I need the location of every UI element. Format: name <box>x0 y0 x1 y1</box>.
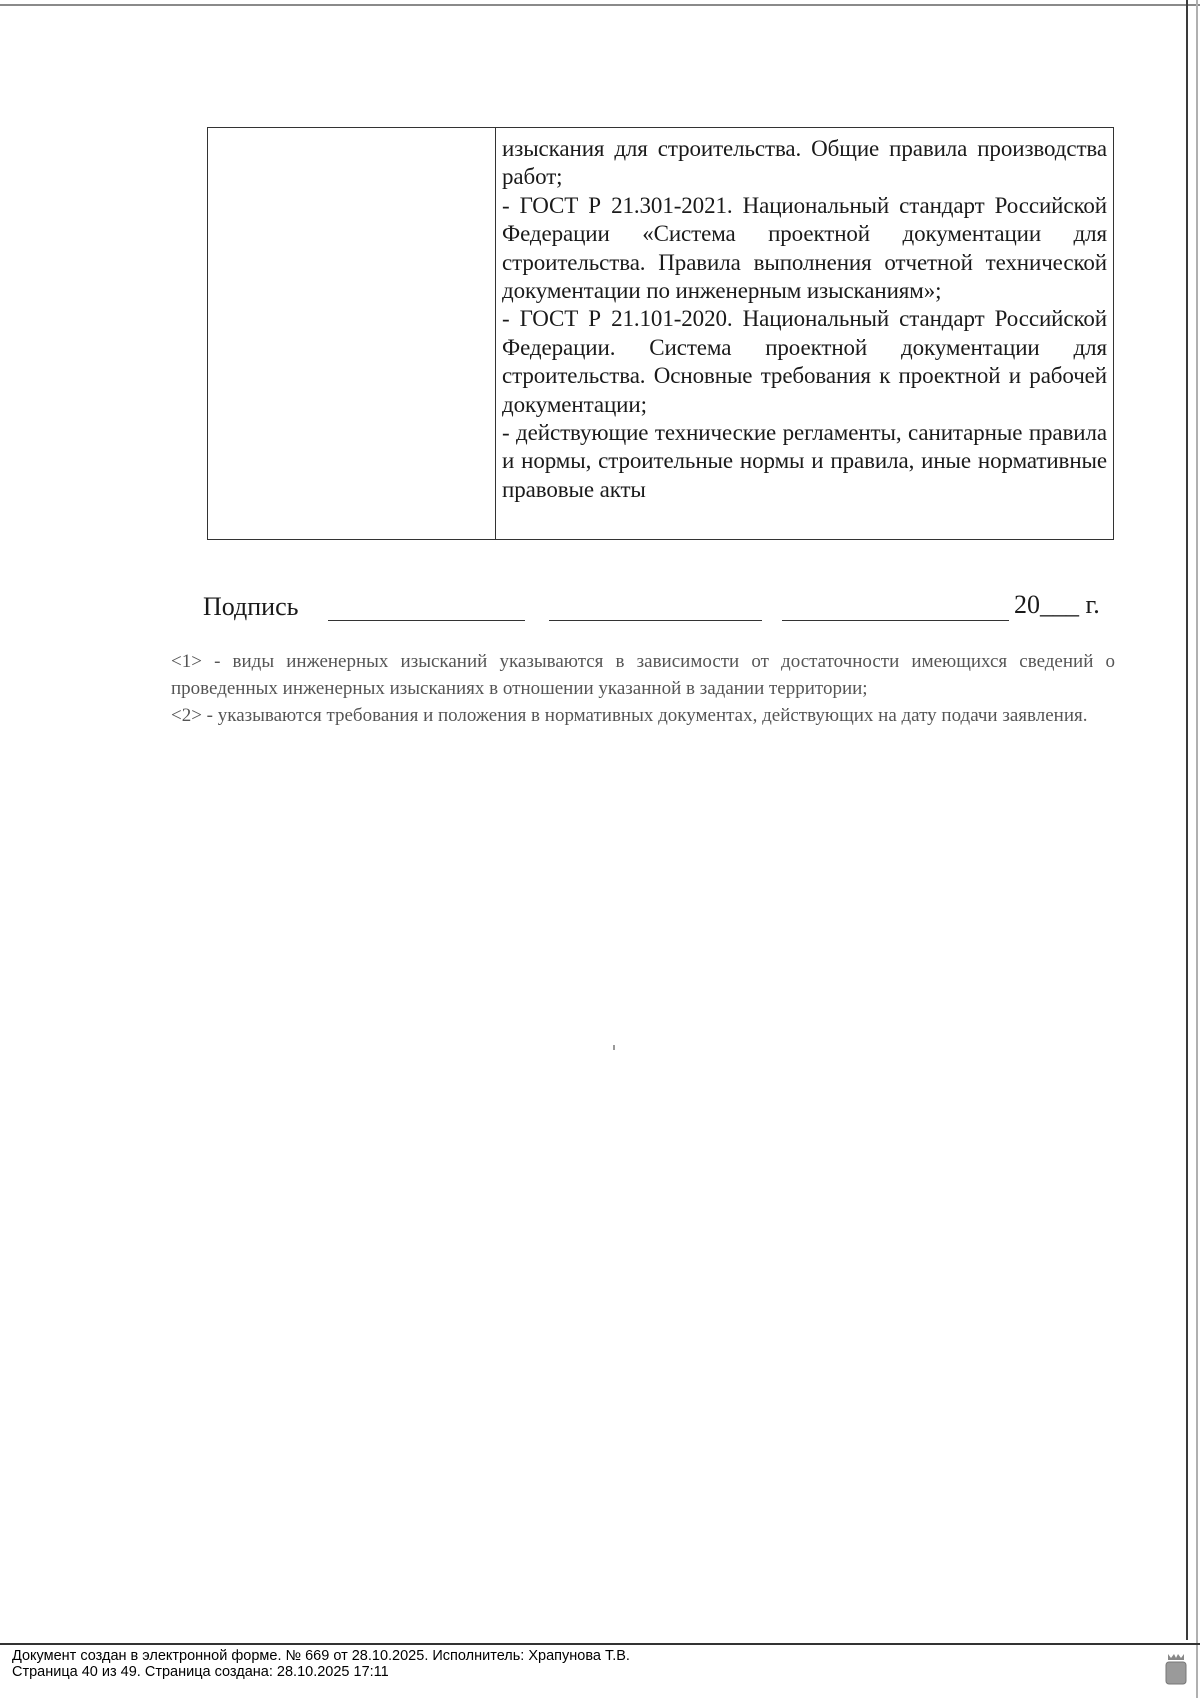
signature-line <box>328 620 525 621</box>
scan-edge-right <box>1186 0 1188 1640</box>
year-text: 20___ г. <box>1014 590 1100 619</box>
footnote: <1> - виды инженерных изысканий указываются в зависимости от достаточности имеющихся сведений о проведенных инженерных изысканиях в отношении указанной в задании территории; <box>171 651 1115 699</box>
scan-edge-top <box>0 4 1200 6</box>
signature-label: Подпись <box>203 592 299 621</box>
scan-edge-right-outer <box>1196 0 1198 1698</box>
table-paragraph: - ГОСТ Р 21.301-2021. Национальный стандарт Российской Федерации «Система проектной документации для строительства. Правила выполнения отчетной технической документации по инженерным изысканиям»; <box>502 192 1107 304</box>
coat-of-arms-icon <box>1164 1652 1188 1686</box>
footer-line-1: Документ создан в электронной форме. № 669 от 28.10.2025. Исполнитель: Храпунова Т.В. <box>12 1648 630 1664</box>
date-line <box>782 620 1009 621</box>
footer-divider <box>0 1643 1200 1645</box>
table-cell-right <box>496 128 1113 539</box>
signature-row <box>203 590 1115 630</box>
requirements-table <box>207 127 1114 540</box>
scan-speck <box>613 1045 615 1050</box>
table-paragraph: - действующие технические регламенты, санитарные правила и нормы, строительные нормы и правила, иные нормативные правовые акты <box>502 420 1107 502</box>
table-paragraph: - ГОСТ Р 21.101-2020. Национальный стандарт Российской Федерации. Система проектной документации для строительства. Основные требования к проектной и рабочей документации; <box>502 306 1107 417</box>
footnote: <2> - указываются требования и положения в нормативных документах, действующих на дату подачи заявления. <box>171 705 1088 726</box>
footer-line-2: Страница 40 из 49. Страница создана: 28.10.2025 17:11 <box>12 1664 389 1680</box>
table-cell-left <box>208 128 496 539</box>
name-line <box>549 620 762 621</box>
table-paragraph: изыскания для строительства. Общие правила производства работ; <box>502 136 1107 190</box>
document-footer <box>12 1648 630 1680</box>
footnotes <box>171 648 1115 729</box>
